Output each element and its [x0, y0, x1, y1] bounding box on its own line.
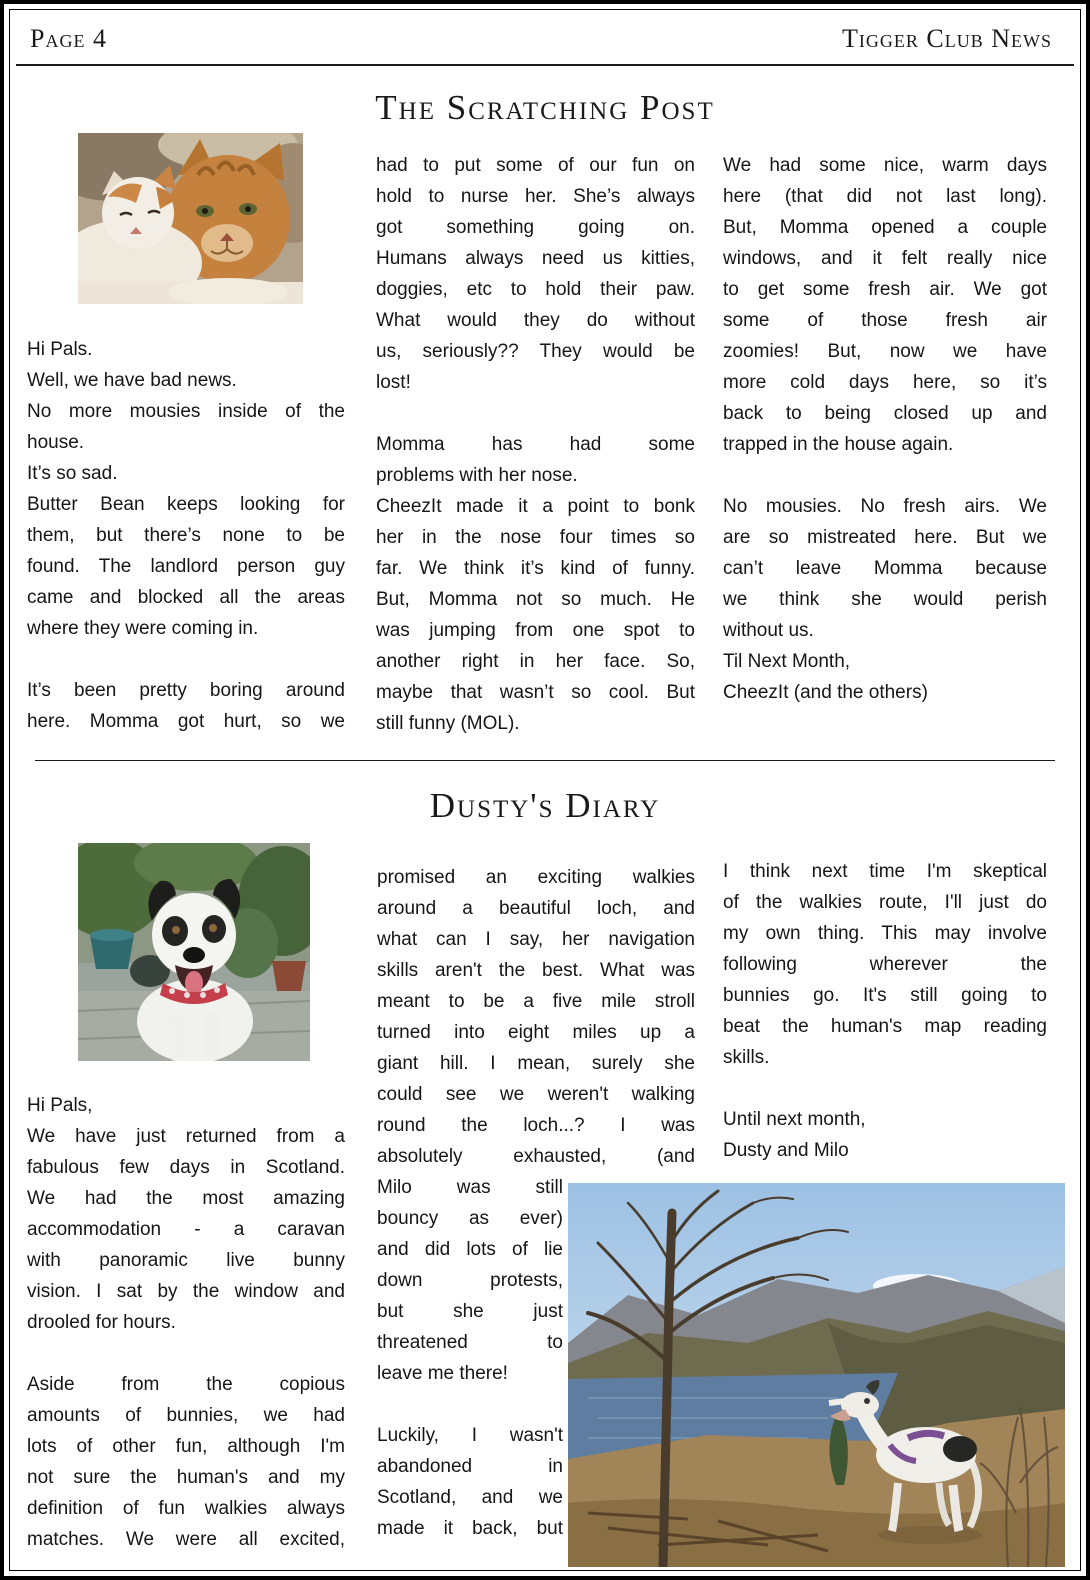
text-line: I think next time I'm skeptical	[723, 861, 1047, 882]
text-line: my own thing. This may involve	[723, 923, 1047, 944]
text-line: another right in her face. So,	[376, 651, 695, 672]
text-line: promised an exciting walkies	[377, 867, 695, 888]
paragraph	[723, 1104, 1047, 1135]
text-line: But, Momma opened a couple	[723, 217, 1047, 238]
text-line: accommodation - a caravan	[27, 1219, 345, 1240]
text-line: vision. I sat by the window and	[27, 1281, 345, 1302]
text-line: down protests,	[377, 1270, 563, 1291]
text-line: Hi Pals,	[27, 1095, 93, 1116]
text-line: Hi Pals.	[27, 339, 93, 360]
text-line: came and blocked all the areas	[27, 587, 345, 608]
text-line: hold to nurse her. She’s always	[376, 186, 695, 207]
text-line: them, but there’s none to be	[27, 525, 345, 546]
text-line: What would they do without	[376, 310, 695, 331]
text-line: far. We think it’s kind of funny.	[376, 558, 695, 579]
article-title-dustys-diary: Dusty's Diary	[429, 786, 661, 825]
text-line: bouncy as ever)	[377, 1208, 563, 1229]
header-rule	[16, 64, 1074, 66]
text-line: maybe that wasn’t so cool. But	[376, 682, 695, 703]
text-line: fabulous few days in Scotland.	[27, 1157, 345, 1178]
text-line: CheezIt (and the others)	[723, 682, 928, 703]
paragraph	[723, 150, 1047, 460]
text-line: found. The landlord person guy	[27, 556, 345, 577]
text-line: more cold days here, so it’s	[723, 372, 1047, 393]
text-line: we think she would perish	[723, 589, 1047, 610]
text-line: Momma has had some	[376, 434, 695, 455]
text-line: definition of fun walkies always	[27, 1498, 345, 1519]
article-title-scratching-post: The Scratching Post	[375, 88, 715, 127]
text-line: matches. We were all excited,	[27, 1529, 345, 1550]
paragraph	[377, 1420, 563, 1544]
paragraph	[27, 458, 345, 489]
text-line: was jumping from one spot to	[376, 620, 695, 641]
text-line: No more mousies inside of the	[27, 401, 345, 422]
paragraph	[723, 677, 1047, 708]
paragraph	[723, 1135, 1047, 1166]
text-line: what can I say, her navigation	[377, 929, 695, 950]
text-line: We had some nice, warm days	[723, 155, 1047, 176]
text-line: where they were coming in.	[27, 618, 259, 639]
text-line: turned into eight miles up a	[377, 1022, 695, 1043]
text-line: here. Momma got hurt, so we	[27, 711, 345, 732]
text-line: Dusty and Milo	[723, 1140, 849, 1161]
text-line: giant hill. I mean, surely she	[377, 1053, 695, 1074]
paragraph	[27, 1121, 345, 1338]
text-line: absolutely exhausted, (and	[377, 1146, 695, 1167]
scratching-post-column-3	[723, 150, 1047, 708]
text-line: can’t leave Momma because	[723, 558, 1047, 579]
paragraph	[27, 489, 345, 644]
dog-photo	[78, 843, 310, 1061]
text-line: had to put some of our fun on	[376, 155, 695, 176]
text-line: could see we weren't walking	[377, 1084, 695, 1105]
text-line: without us.	[723, 620, 814, 641]
text-line: Until next month,	[723, 1109, 866, 1130]
article-divider	[35, 760, 1055, 761]
dog-photo-illustration	[78, 843, 310, 1061]
text-line: We have just returned from a	[27, 1126, 345, 1147]
text-line: with panoramic live bunny	[27, 1250, 345, 1271]
text-line: back to being closed up and	[723, 403, 1047, 424]
text-line: and did lots of lie	[377, 1239, 563, 1260]
text-line: skills aren't the best. What was	[377, 960, 695, 981]
text-line: Aside from the copious	[27, 1374, 345, 1395]
cats-photo	[78, 133, 303, 304]
paragraph	[27, 675, 345, 737]
text-line: No mousies. No fresh airs. We	[723, 496, 1047, 517]
text-line: Humans always need us kitties,	[376, 248, 695, 269]
loch-landscape-illustration	[568, 1183, 1065, 1567]
text-line: zoomies! But, now we have	[723, 341, 1047, 362]
paragraph	[376, 429, 695, 491]
text-line: round the loch...? I was	[377, 1115, 695, 1136]
paragraph	[27, 365, 345, 396]
text-line: Butter Bean keeps looking for	[27, 494, 345, 515]
scratching-post-column-2	[376, 150, 695, 739]
paragraph	[723, 491, 1047, 646]
text-line: house.	[27, 432, 85, 453]
paragraph	[377, 1172, 563, 1389]
text-line: beat the human's map reading	[723, 1016, 1047, 1037]
text-line: amounts of bunnies, we had	[27, 1405, 345, 1426]
paragraph	[376, 491, 695, 739]
text-line: But, Momma not so much. He	[376, 589, 695, 610]
text-line: lots of other fun, although I'm	[27, 1436, 345, 1457]
text-line: meant to be a five mile stroll	[377, 991, 695, 1012]
text-line: drooled for hours.	[27, 1312, 176, 1333]
text-line: not sure the human's and my	[27, 1467, 345, 1488]
paragraph	[27, 1369, 345, 1555]
page-number: Page 4	[30, 24, 107, 53]
text-line: made it back, but	[377, 1518, 563, 1539]
text-line: us, seriously?? They would be	[376, 341, 695, 362]
text-line: of the walkies route, I'll just do	[723, 892, 1047, 913]
text-line: are so mistreated here. But we	[723, 527, 1047, 548]
paragraph	[27, 396, 345, 458]
text-line: to get some fresh air. We got	[723, 279, 1047, 300]
dustys-diary-column-2-narrow	[377, 1172, 563, 1544]
text-line: her in the nose four times so	[376, 527, 695, 548]
dustys-diary-column-2	[377, 862, 695, 1172]
text-line: It’s been pretty boring around	[27, 680, 345, 701]
paragraph	[376, 150, 695, 398]
paragraph	[27, 1090, 345, 1121]
text-line: lost!	[376, 372, 411, 393]
text-line: around a beautiful loch, and	[377, 898, 695, 919]
text-line: Well, we have bad news.	[27, 370, 237, 391]
paragraph	[723, 856, 1047, 1073]
text-line: trapped in the house again.	[723, 434, 954, 455]
text-line: some of those fresh air	[723, 310, 1047, 331]
text-line: Milo was still	[377, 1177, 563, 1198]
text-line: doggies, etc to hold their paw.	[376, 279, 695, 300]
text-line: It’s so sad.	[27, 463, 118, 484]
text-line: but she just	[377, 1301, 563, 1322]
text-line: Til Next Month,	[723, 651, 851, 672]
cats-photo-illustration	[78, 133, 303, 304]
text-line: threatened to	[377, 1332, 563, 1353]
dustys-diary-column-3	[723, 856, 1047, 1166]
text-line: bunnies go. It's still going to	[723, 985, 1047, 1006]
text-line: still funny (MOL).	[376, 713, 520, 734]
paragraph	[723, 646, 1047, 677]
text-line: got something going on.	[376, 217, 695, 238]
text-line: problems with her nose.	[376, 465, 578, 486]
text-line: here (that did not last long).	[723, 186, 1047, 207]
text-line: following wherever the	[723, 954, 1047, 975]
scratching-post-column-1	[27, 334, 345, 737]
text-line: abandoned in	[377, 1456, 563, 1477]
text-line: Luckily, I wasn't	[377, 1425, 563, 1446]
paragraph	[27, 334, 345, 365]
text-line: skills.	[723, 1047, 770, 1068]
paragraph	[377, 862, 695, 1172]
dustys-diary-column-1	[27, 1090, 345, 1555]
text-line: leave me there!	[377, 1363, 508, 1384]
loch-landscape-photo	[568, 1183, 1065, 1567]
newsletter-title: Tigger Club News	[842, 24, 1052, 53]
text-line: Scotland, and we	[377, 1487, 563, 1508]
text-line: We had the most amazing	[27, 1188, 345, 1209]
text-line: CheezIt made it a point to bonk	[376, 496, 695, 517]
text-line: windows, and it felt really nice	[723, 248, 1047, 269]
